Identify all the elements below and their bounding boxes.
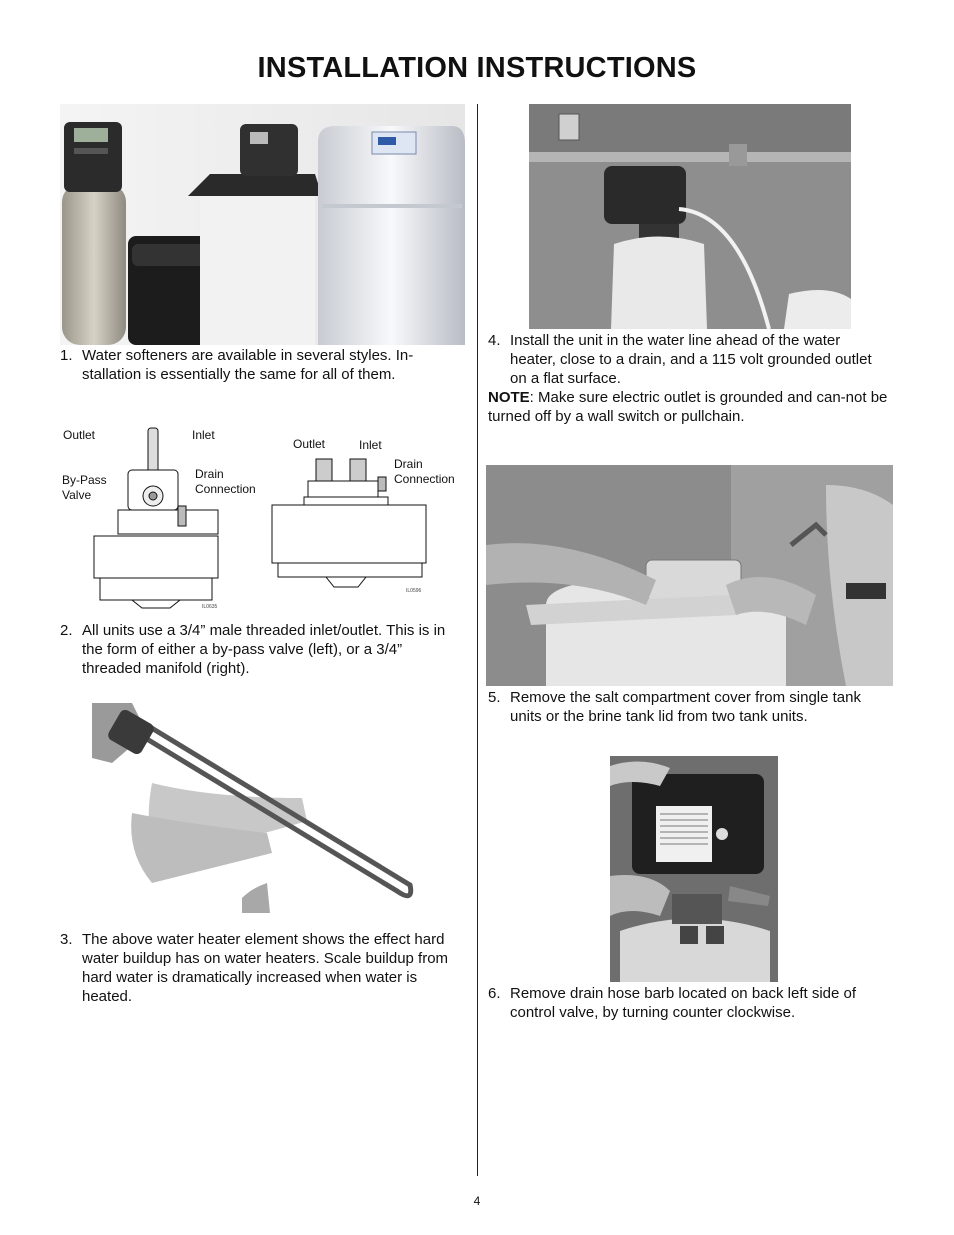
step-text: Water softeners are available in several styles. In-stallation is essentially the same for all of them.	[82, 347, 414, 383]
page-title: INSTALLATION INSTRUCTIONS	[257, 52, 697, 84]
step-number: 5.	[488, 689, 501, 706]
drain-hose-barb-photo	[610, 756, 778, 982]
note-text	[488, 388, 893, 426]
diagram-left-code: IL0635	[202, 604, 218, 610]
step-number: 4.	[488, 332, 501, 349]
step-3-caption	[60, 930, 460, 1006]
step-5-caption	[488, 688, 888, 726]
diagram-right-code: IL0596	[406, 588, 422, 594]
step-number: 3.	[60, 931, 73, 948]
step-2-caption	[60, 621, 460, 678]
step-text: Remove the salt compartment cover from single tank units or the brine tank lid from two tank units.	[510, 689, 861, 725]
diagram-right-drain-label: Drain Connection	[394, 457, 455, 486]
step-4-caption	[488, 331, 888, 388]
installed-unit-photo	[529, 104, 851, 329]
page-number: 4	[473, 1194, 481, 1208]
diagram-left-drain-label: Drain Connection	[195, 467, 256, 496]
softener-styles-photo	[60, 104, 465, 345]
step-text: The above water heater element shows the effect hard water buildup has on water heaters. Scale buildup from hard water is dramatically increased when water is heated.	[82, 931, 449, 1005]
diagram-left-inlet-label: Inlet	[192, 428, 215, 442]
step-text: All units use a 3/4” male threaded inlet/outlet. This is in the form of either a by-pass valve (left), or a 3/4” threaded manifold (right).	[82, 622, 446, 677]
note-body: : Make sure electric outlet is grounded and can-not be turned off by a wall switch or pullchain.	[488, 389, 888, 425]
step-number: 6.	[488, 985, 501, 1002]
step-number: 1.	[60, 347, 73, 364]
note-label: NOTE	[488, 389, 530, 406]
column-divider	[477, 104, 478, 1176]
diagram-left-outlet-label: Outlet	[63, 428, 96, 442]
step-text: Install the unit in the water line ahead of the water heater, close to a drain, and a 115 volt grounded outlet on a flat surface.	[510, 332, 872, 387]
step-text: Remove drain hose barb located on back left side of control valve, by turning counter clockwise.	[510, 985, 857, 1021]
step-number: 2.	[60, 622, 73, 639]
step-6-caption	[488, 984, 888, 1022]
remove-cover-photo	[486, 465, 893, 686]
step-1-caption	[60, 346, 460, 384]
bypass-valve-diagram	[60, 424, 240, 614]
heater-element-photo	[92, 703, 418, 913]
diagram-right-inlet-label: Inlet	[359, 438, 382, 452]
diagram-right-outlet-label: Outlet	[293, 437, 326, 451]
diagram-left-bypass-label: By-Pass Valve	[62, 473, 107, 502]
